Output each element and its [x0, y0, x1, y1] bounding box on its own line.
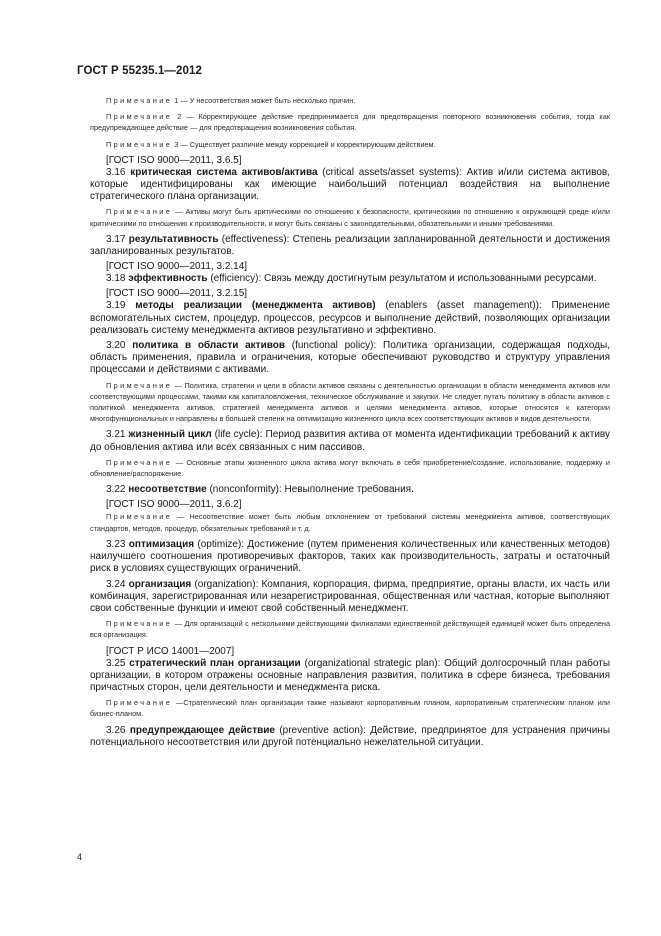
document-body	[90, 95, 610, 752]
term-text: (organization): Компания, корпорация, фирма, предприятие, органы власти, их часть или комбинация, зарегистрированная или незарегистрированная, общественная или частная, которые выполняют свои собственные функции и имеют свой собственный менеджмент.	[90, 578, 610, 614]
note-text: — Для организаций с несколькими действующими филиалами единственной действующей единицей может быть определена вся организация.	[90, 619, 610, 640]
term-text: (effectiveness): Степень реализации запланированной деятельности и достижения запланированных результатов.	[90, 233, 610, 258]
note-paragraph	[90, 95, 610, 106]
term-text: (efficiency): Связь между достигнутым результатом и использованными ресурсами.	[210, 273, 597, 285]
note-number: 1	[174, 96, 179, 105]
term-text: (optimize): Достижение (путем применения количественных или качественных методов) наилучшего соотношения противоречивых факторов, таких как производительность, затраты и остаточный риск в условиях существующих ограничений.	[90, 538, 610, 575]
note-text: — У несоответствия может быть несколько причин.	[180, 96, 356, 105]
note-label: Примечание	[106, 380, 173, 390]
term-name: жизненный цикл	[128, 429, 212, 441]
note-label: Примечание	[106, 619, 173, 629]
term-definition	[90, 579, 610, 616]
term-name: критическая система активов/актива	[130, 166, 318, 178]
note-paragraph	[90, 457, 610, 479]
note-label: Примечание	[106, 207, 173, 217]
term-definition	[90, 539, 610, 576]
note-number: 2	[177, 112, 182, 122]
term-definition	[90, 300, 610, 337]
note-paragraph	[90, 111, 610, 133]
term-definition	[90, 658, 610, 695]
term-text: (enablers (asset management)): Применение вспомогательных систем, процедур, процессов, ресурсов и выполнение действий, позволяющих организации реализовать систему менеджмента активов результативно и эффективно.	[90, 300, 610, 336]
note-label: Примечание	[106, 457, 173, 467]
term-name: несоответствие	[128, 484, 207, 496]
reference-citation: [ГОСТ ISO 9000—2011, 3.2.15]	[106, 288, 248, 300]
note-paragraph	[90, 139, 610, 150]
page-header-title: ГОСТ Р 55235.1—2012	[77, 65, 202, 77]
note-label: Примечание	[106, 96, 173, 105]
term-text: (critical assets/asset systems): Актив и/или система активов, которые идентифицированы как имеющие наибольший потенциал воздействия на выполнение стратегического плана организации.	[90, 166, 610, 203]
term-name: оптимизация	[128, 538, 195, 550]
note-text: — Корректирующее действие предпринимается для предотвращения повторного возникновения события, тогда как предупреждающее действие — для предотвращения возникновения события.	[90, 112, 611, 133]
note-label: Примечание	[106, 698, 173, 708]
term-name: методы реализации (менеджмента активов)	[135, 300, 376, 312]
term-number: 3.16	[106, 166, 126, 178]
reference-citation: [ГОСТ Р ИСО 14001—2007]	[106, 645, 235, 657]
term-number: 3.24	[106, 578, 126, 590]
term-number: 3.22	[106, 484, 126, 496]
note-text: — Активы могут быть критическими по отношению к безопасности, критическими по отношению к окружающей среде и/или критическими по отношению к производительности, и могут быть связаны с законодательными, обязательными и иными требованиями.	[90, 207, 610, 228]
term-name: эффективность	[128, 273, 208, 285]
note-paragraph	[90, 380, 610, 425]
term-number: 3.17	[106, 233, 126, 245]
term-definition	[90, 429, 610, 453]
term-text: (organizational strategic plan): Общий долгосрочный план работы организации, в котором отражены основные направления развития, политика в сфере бизнеса, требования причастных сторон, цели деятельности и менеджмента риска.	[90, 657, 611, 693]
note-number: 3	[174, 139, 179, 149]
term-name: результативность	[128, 233, 219, 245]
term-name: предупреждающее действие	[129, 724, 275, 736]
term-text: (preventive action): Действие, предпринятое для устранения причины потенциального несоответствия или другой потенциально нежелательной ситуации.	[90, 724, 611, 748]
term-name: стратегический план организации	[129, 657, 301, 669]
note-label: Примечание	[106, 139, 173, 149]
term-number: 3.21	[106, 429, 126, 441]
term-number: 3.19	[106, 300, 126, 312]
note-paragraph	[90, 618, 610, 640]
term-number: 3.23	[106, 538, 126, 550]
note-text: — Несоответствие может быть любым отклонением от требований системы менеджмента активов, соответствующих стандартов, методов, процедур, обязательных требований и т. д.	[90, 512, 610, 533]
term-text: (functional policy): Политика организации, содержащая подходы, область применения, правила и ограничения, которые обеспечивают руководство и структуру управления процессами и действиями с активами.	[90, 340, 611, 376]
term-number: 3.25	[106, 657, 126, 669]
note-paragraph	[90, 697, 610, 719]
reference-citation: [ГОСТ ISO 9000—2011, 3.6.5]	[106, 154, 242, 166]
note-paragraph	[90, 206, 610, 228]
term-definition	[90, 234, 610, 258]
note-label: Примечание	[106, 112, 173, 122]
reference-citation: [ГОСТ ISO 9000—2011, 3.6.2]	[106, 499, 242, 511]
term-number: 3.26	[106, 724, 126, 736]
term-definition	[90, 273, 610, 285]
note-text: —Стратегический план организации также называют корпоративным планом, корпоративным стратегическим планом или бизнес-планом.	[90, 698, 610, 719]
note-text: — Существует различие между коррекцией и корректирующим действием.	[180, 139, 436, 149]
note-text: — Политика, стратегии и цели в области активов связаны с деятельностью организации в области менеджмента активов или соответствующими процессами, такими как капиталовложения, техническое обслуживание и закупки. Не следует путать политику в области активов с политикой менеджмента активов, стратегией менеджмента активов и целями менеджмента активов, которые относятся к категории многофункциональных и направлены в большей степени на оптимизацию жизненного цикла всех соответствующих активов и видов деятельности.	[90, 380, 610, 424]
page-number: 4	[77, 852, 83, 862]
term-name: организация	[128, 578, 192, 590]
term-definition	[90, 167, 610, 204]
note-paragraph	[90, 511, 610, 533]
reference-citation: [ГОСТ ISO 9000—2011, 3.2.14]	[106, 261, 248, 273]
note-text: — Основные этапы жизненного цикла актива могут включать в себя приобретение/создание, использование, поддержку и обновление/распоряжение.	[90, 457, 611, 479]
term-definition	[90, 725, 610, 749]
term-text: (life cycle): Период развития актива от момента идентификации требований к активу до обновления актива или всех связанных с ним пассивов.	[90, 429, 610, 453]
term-name: политика в области активов	[132, 340, 285, 352]
term-text: (nonconformity): Невыполнение требования.	[209, 484, 414, 496]
term-number: 3.20	[106, 340, 126, 352]
term-definition	[90, 340, 610, 377]
term-definition	[90, 484, 610, 496]
term-number: 3.18	[106, 273, 126, 285]
note-label: Примечание	[106, 512, 173, 522]
